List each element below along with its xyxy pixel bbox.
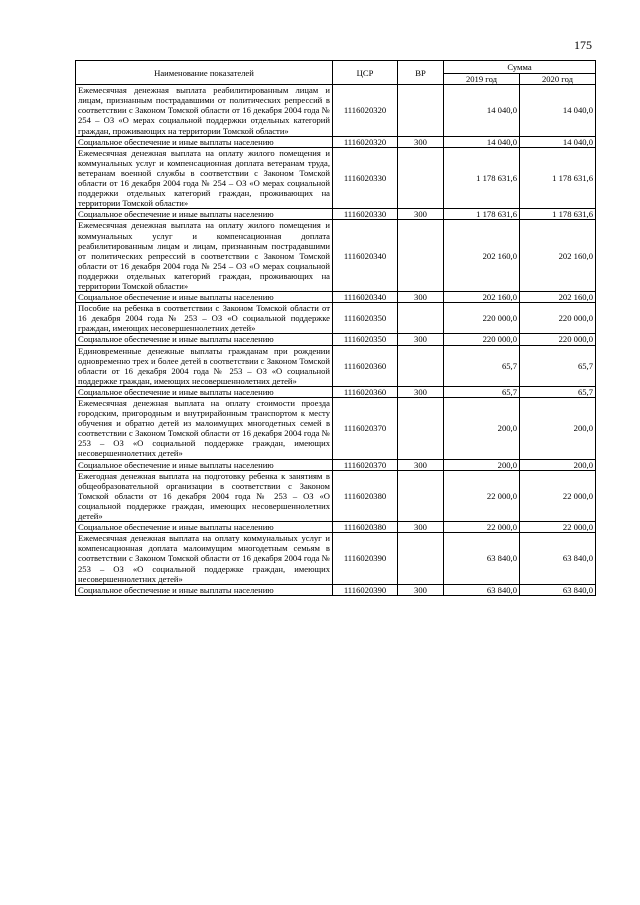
row-name-cell: Социальное обеспечение и иные выплаты населению <box>76 209 333 220</box>
row-name-cell: Ежемесячная денежная выплата на оплату жилого помещения и коммунальных услуг и компенсационная доплата ветеранам труда, ветеранам военной службы в соответствии с Законом Томской области от 16 декабря 2004 года № 254 – ОЗ «О мерах социальной поддержки отдельных категорий граждан, проживающих на территории Томской области» <box>76 147 333 209</box>
row-2020-cell: 1 178 631,6 <box>520 147 596 209</box>
row-2020-cell: 202 160,0 <box>520 220 596 292</box>
row-csr-cell: 1116020360 <box>333 345 398 386</box>
row-name-cell: Социальное обеспечение и иные выплаты населению <box>76 522 333 533</box>
row-2019-cell: 220 000,0 <box>444 303 520 334</box>
table-row <box>76 220 596 292</box>
row-vr-cell <box>398 147 444 209</box>
row-vr-cell: 300 <box>398 459 444 470</box>
row-2019-cell: 14 040,0 <box>444 85 520 136</box>
row-csr-cell: 1116020340 <box>333 220 398 292</box>
row-2020-cell: 220 000,0 <box>520 303 596 334</box>
row-vr-cell <box>398 303 444 334</box>
row-name-cell: Ежегодная денежная выплата на подготовку ребенка к занятиям в общеобразовательной организации в соответствии с Законом Томской области от 16 декабря 2004 года № 253 – ОЗ «О социальной поддержке граждан, имеющих несовершеннолетних детей» <box>76 470 333 521</box>
table-row-subtotal <box>76 386 596 397</box>
row-vr-cell <box>398 533 444 584</box>
row-2020-cell: 65,7 <box>520 386 596 397</box>
row-vr-cell <box>398 220 444 292</box>
row-csr-cell: 1116020390 <box>333 584 398 595</box>
row-csr-cell: 1116020340 <box>333 292 398 303</box>
budget-table <box>75 60 596 596</box>
table-row <box>76 533 596 584</box>
row-name-cell: Социальное обеспечение и иные выплаты населению <box>76 136 333 147</box>
row-name-cell: Ежемесячная денежная выплата на оплату стоимости проезда городским, пригородным и внутрирайонным транспортом к месту обучения и обратно детей из малоимущих многодетных семей в соответствии с Законом Томской области от 16 декабря 2004 года № 253 – ОЗ «О социальной поддержке граждан, имеющих несовершеннолетних детей» <box>76 398 333 460</box>
table-row <box>76 303 596 334</box>
row-2019-cell: 63 840,0 <box>444 533 520 584</box>
table-row-subtotal <box>76 459 596 470</box>
row-name-cell: Ежемесячная денежная выплата на оплату жилого помещения и коммунальных услуг и компенсационная доплата реабилитированным лицам и лицам, признанным пострадавшими от политических репрессий в соответствии с Законом Томской области от 16 декабря 2004 года № 254 – ОЗ «О мерах социальной поддержки отдельных категорий граждан, проживающих на территории Томской области» <box>76 220 333 292</box>
row-name-cell: Единовременные денежные выплаты гражданам при рождении одновременно трех и более детей в соответствии с Законом Томской области от 16 декабря 2004 года № 253 – ОЗ «О социальной поддержке граждан, имеющих несовершеннолетних детей» <box>76 345 333 386</box>
row-csr-cell: 1116020330 <box>333 147 398 209</box>
row-2019-cell: 63 840,0 <box>444 584 520 595</box>
row-2020-cell: 22 000,0 <box>520 470 596 521</box>
table-row-subtotal <box>76 584 596 595</box>
row-2020-cell: 14 040,0 <box>520 85 596 136</box>
header-sum: Сумма <box>444 61 596 74</box>
table-row-subtotal <box>76 334 596 345</box>
row-name-cell: Пособие на ребенка в соответствии с Законом Томской области от 16 декабря 2004 года № 253 – ОЗ «О социальной поддержке граждан, имеющих несовершеннолетних детей» <box>76 303 333 334</box>
row-2020-cell: 202 160,0 <box>520 292 596 303</box>
row-name-cell: Социальное обеспечение и иные выплаты населению <box>76 386 333 397</box>
row-name-cell: Ежемесячная денежная выплата на оплату коммунальных услуг и компенсационная доплата малоимущим многодетным семьям в соответствии с Законом Томской области от 16 декабря 2004 года № 253 – ОЗ «О социальной поддержке граждан, имеющих несовершеннолетних детей» <box>76 533 333 584</box>
row-2019-cell: 65,7 <box>444 345 520 386</box>
row-name-cell: Ежемесячная денежная выплата реабилитированным лицам и лицам, признанным пострадавшими от политических репрессий в соответствии с Законом Томской области от 16 декабря 2004 года № 254 – ОЗ «О мерах социальной поддержки отдельных категорий граждан, проживающих на территории Томской области» <box>76 85 333 136</box>
row-2020-cell: 63 840,0 <box>520 584 596 595</box>
row-2020-cell: 1 178 631,6 <box>520 209 596 220</box>
row-name-cell: Социальное обеспечение и иные выплаты населению <box>76 292 333 303</box>
row-2019-cell: 1 178 631,6 <box>444 147 520 209</box>
table-body <box>76 85 596 596</box>
row-2019-cell: 22 000,0 <box>444 470 520 521</box>
row-csr-cell: 1116020370 <box>333 398 398 460</box>
header-2020: 2020 год <box>520 74 596 85</box>
header-2019: 2019 год <box>444 74 520 85</box>
table-row <box>76 470 596 521</box>
row-2019-cell: 200,0 <box>444 398 520 460</box>
row-2019-cell: 65,7 <box>444 386 520 397</box>
row-vr-cell: 300 <box>398 334 444 345</box>
row-2019-cell: 14 040,0 <box>444 136 520 147</box>
header-vr: ВР <box>398 61 444 85</box>
table-row <box>76 345 596 386</box>
row-vr-cell: 300 <box>398 292 444 303</box>
row-2019-cell: 202 160,0 <box>444 220 520 292</box>
table-row-subtotal <box>76 292 596 303</box>
row-2020-cell: 63 840,0 <box>520 533 596 584</box>
table-row <box>76 85 596 136</box>
row-2020-cell: 14 040,0 <box>520 136 596 147</box>
table-row-subtotal <box>76 136 596 147</box>
row-csr-cell: 1116020320 <box>333 136 398 147</box>
row-name-cell: Социальное обеспечение и иные выплаты населению <box>76 334 333 345</box>
row-vr-cell: 300 <box>398 136 444 147</box>
row-csr-cell: 1116020380 <box>333 470 398 521</box>
row-csr-cell: 1116020320 <box>333 85 398 136</box>
row-2019-cell: 200,0 <box>444 459 520 470</box>
header-csr: ЦСР <box>333 61 398 85</box>
row-2020-cell: 22 000,0 <box>520 522 596 533</box>
row-vr-cell: 300 <box>398 584 444 595</box>
row-csr-cell: 1116020360 <box>333 386 398 397</box>
table-row-subtotal <box>76 209 596 220</box>
row-2020-cell: 220 000,0 <box>520 334 596 345</box>
row-vr-cell <box>398 470 444 521</box>
row-csr-cell: 1116020330 <box>333 209 398 220</box>
row-vr-cell: 300 <box>398 522 444 533</box>
table-row <box>76 147 596 209</box>
header-name: Наименование показателей <box>76 61 333 85</box>
row-csr-cell: 1116020380 <box>333 522 398 533</box>
table-row-subtotal <box>76 522 596 533</box>
row-name-cell: Социальное обеспечение и иные выплаты населению <box>76 459 333 470</box>
row-csr-cell: 1116020390 <box>333 533 398 584</box>
row-2019-cell: 202 160,0 <box>444 292 520 303</box>
row-name-cell: Социальное обеспечение и иные выплаты населению <box>76 584 333 595</box>
row-csr-cell: 1116020350 <box>333 303 398 334</box>
row-2020-cell: 65,7 <box>520 345 596 386</box>
row-2020-cell: 200,0 <box>520 459 596 470</box>
page-number: 175 <box>574 38 592 52</box>
row-2019-cell: 220 000,0 <box>444 334 520 345</box>
row-vr-cell <box>398 398 444 460</box>
row-csr-cell: 1116020370 <box>333 459 398 470</box>
row-2020-cell: 200,0 <box>520 398 596 460</box>
row-vr-cell <box>398 345 444 386</box>
row-vr-cell: 300 <box>398 386 444 397</box>
row-csr-cell: 1116020350 <box>333 334 398 345</box>
row-vr-cell: 300 <box>398 209 444 220</box>
row-2019-cell: 1 178 631,6 <box>444 209 520 220</box>
row-2019-cell: 22 000,0 <box>444 522 520 533</box>
row-vr-cell <box>398 85 444 136</box>
table-row <box>76 398 596 460</box>
